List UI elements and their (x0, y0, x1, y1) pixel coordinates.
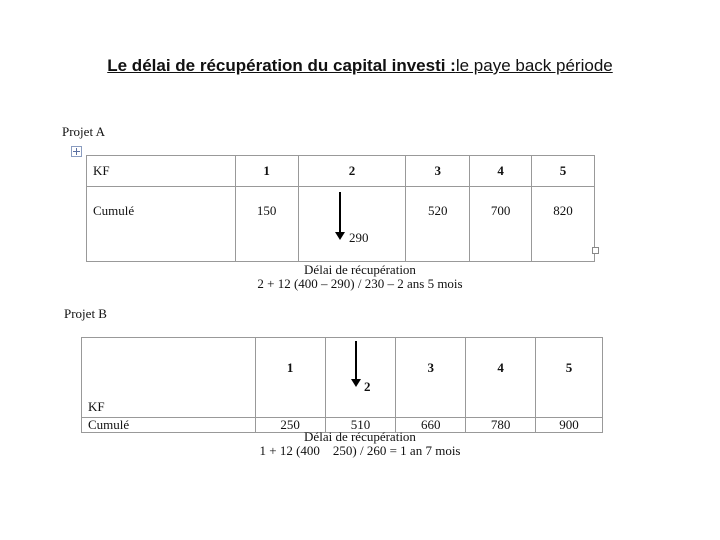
table-resize-handle-icon[interactable] (592, 247, 599, 254)
year-cell: 4 (470, 156, 532, 187)
delai-title-b: Délai de récupération (304, 429, 416, 444)
projet-a-label: Projet A (62, 124, 105, 139)
value-cell: 780 (466, 418, 536, 433)
year-cell: 3 (396, 338, 466, 418)
value-cell: 820 (532, 187, 595, 262)
year-cell: 1 (235, 156, 298, 187)
header-label: KF (82, 338, 256, 418)
down-arrow-icon (339, 192, 341, 234)
title-rest: le paye back période (455, 56, 613, 75)
year-cell: 4 (466, 338, 536, 418)
table-row (82, 338, 603, 418)
value-cell: 660 (396, 418, 466, 433)
projet-b-label: Projet B (64, 306, 107, 321)
year-cell: 1 (255, 338, 325, 418)
value-cell (298, 187, 406, 262)
delai-formula-b: 1 + 12 (400 250) / 260 = 1 an 7 mois (259, 443, 461, 458)
value-cell: 520 (406, 187, 470, 262)
header-label: KF (87, 156, 236, 187)
value-cell: 250 (255, 418, 325, 433)
page-title (0, 56, 720, 76)
table-move-handle-icon[interactable] (71, 146, 82, 157)
row-label: Cumulé (87, 187, 236, 262)
value-cell: 510 (325, 418, 396, 433)
delai-formula-a: 2 + 12 (400 – 290) / 230 – 2 ans 5 mois (257, 276, 463, 291)
down-arrow-icon (355, 341, 357, 381)
year-cell: 2 (298, 156, 406, 187)
title-bold: Le délai de récupération du capital investi : (107, 56, 456, 75)
year2-header: 2 (364, 379, 371, 394)
year-cell: 5 (536, 338, 603, 418)
delai-title-a: Délai de récupération (304, 262, 416, 277)
year-cell (325, 338, 396, 418)
projet-b-table (81, 337, 603, 433)
value-cell: 150 (235, 187, 298, 262)
year-cell: 5 (532, 156, 595, 187)
year-cell: 3 (406, 156, 470, 187)
row-label: Cumulé (82, 418, 256, 433)
table-row (87, 156, 595, 187)
value-cell: 700 (470, 187, 532, 262)
value-cell: 900 (536, 418, 603, 433)
year2-value: 290 (349, 230, 369, 245)
